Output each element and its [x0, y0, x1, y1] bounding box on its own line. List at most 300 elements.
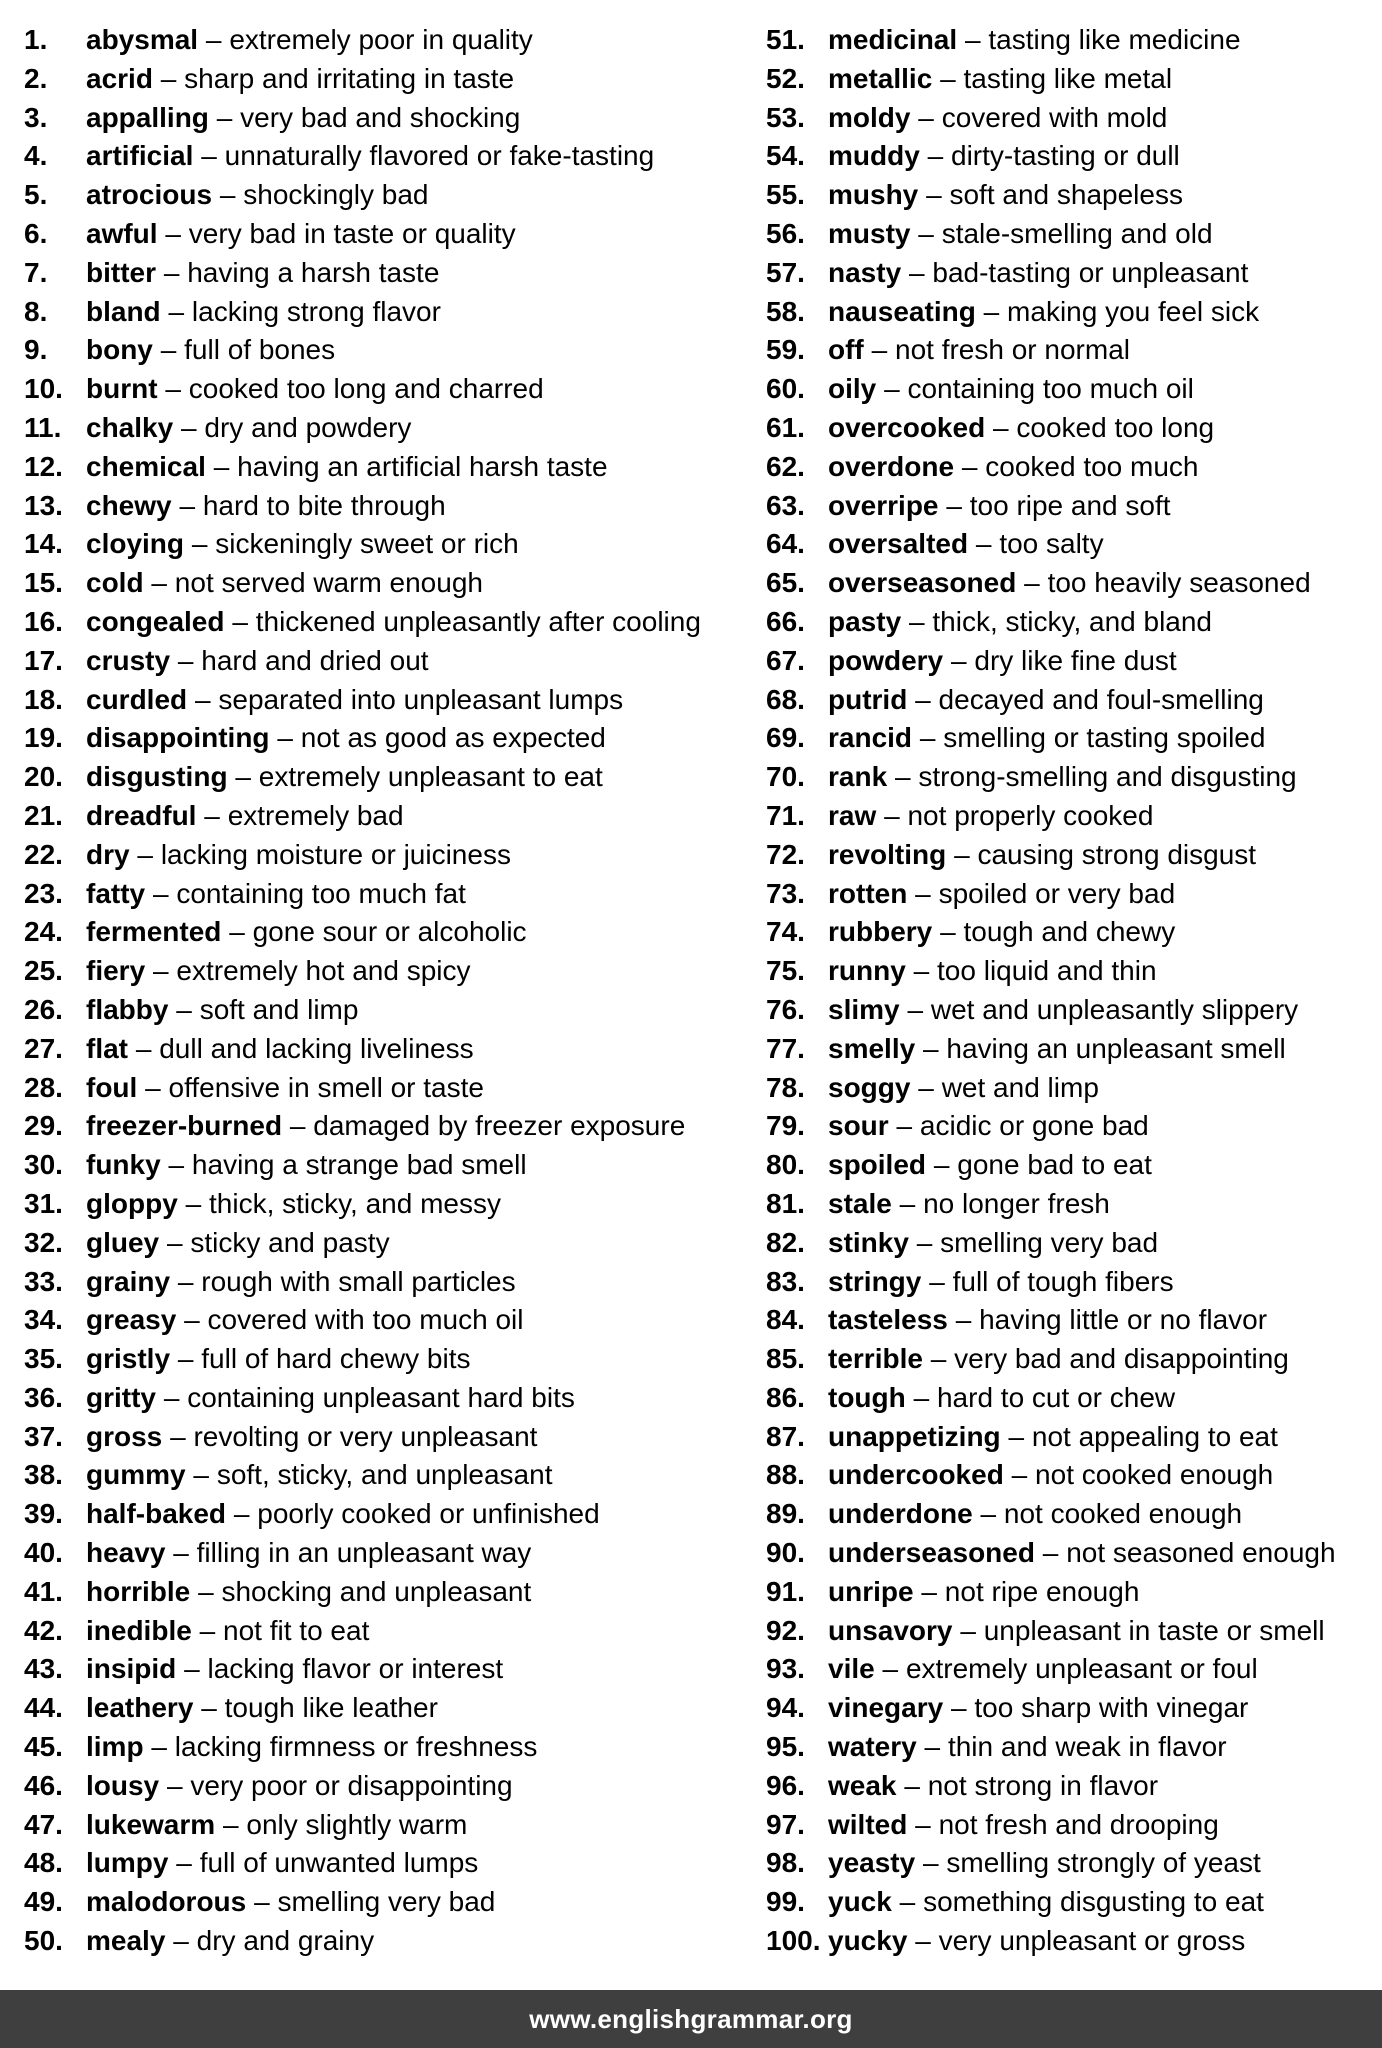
entry-word: congealed	[86, 605, 225, 637]
list-item	[24, 1689, 754, 1728]
entry-number: 8.	[24, 295, 48, 327]
entry-separator: –	[908, 605, 925, 637]
list-item	[766, 1301, 1376, 1340]
entry-number: 74.	[766, 916, 805, 948]
entry-separator: –	[213, 450, 230, 482]
entry-separator: –	[951, 1692, 967, 1724]
entry-word: yuck	[828, 1886, 892, 1918]
entry-separator: –	[924, 1731, 941, 1763]
entry-separator: –	[235, 761, 251, 793]
entry-word: mushy	[828, 179, 919, 211]
entry-definition: sticky and pasty	[190, 1226, 390, 1258]
entry-definition: bad-tasting or unpleasant	[932, 256, 1249, 288]
entry-definition: acidic or gone bad	[919, 1110, 1149, 1142]
entry-definition: tasting like metal	[963, 62, 1173, 94]
entry-word: chemical	[86, 450, 206, 482]
entry-number: 61.	[766, 411, 805, 443]
list-item	[766, 331, 1376, 370]
entry-number: 52.	[766, 62, 805, 94]
entry-separator: –	[205, 24, 222, 55]
list-item	[24, 1844, 754, 1883]
entry-word: dreadful	[86, 799, 197, 831]
entry-word: gristly	[86, 1343, 171, 1375]
list-item	[24, 99, 754, 138]
entry-definition: soft, sticky, and unpleasant	[216, 1459, 553, 1491]
entry-number: 81.	[766, 1187, 805, 1219]
list-item	[24, 1069, 754, 1108]
entry-definition: rough with small particles	[201, 1265, 516, 1297]
entry-definition: cooked too long	[1016, 411, 1215, 443]
entry-separator: –	[1024, 567, 1040, 599]
entry-number: 9.	[24, 334, 48, 366]
entry-number: 60.	[766, 373, 805, 405]
entry-definition: smelling strongly of yeast	[946, 1847, 1261, 1879]
entry-definition: unnaturally flavored or fake-tasting	[224, 140, 655, 172]
entry-number: 79.	[766, 1110, 805, 1142]
list-item	[766, 1340, 1376, 1379]
entry-separator: –	[145, 1071, 161, 1103]
entry-number: 6.	[24, 217, 48, 249]
entry-definition: shockingly bad	[243, 179, 429, 211]
entry-number: 43.	[24, 1653, 63, 1685]
entry-number: 53.	[766, 101, 805, 133]
entry-separator: –	[975, 528, 992, 560]
entry-definition: having little or no flavor	[979, 1304, 1268, 1336]
entry-number: 38.	[24, 1459, 63, 1491]
entry-word: malodorous	[86, 1886, 247, 1918]
entry-number: 72.	[766, 838, 805, 870]
entry-definition: cooked too much	[985, 450, 1199, 482]
list-item	[766, 409, 1376, 448]
list-item	[766, 1806, 1376, 1845]
entry-word: pasty	[828, 605, 902, 637]
entry-separator: –	[219, 179, 236, 211]
entry-separator: –	[913, 1381, 930, 1413]
entry-word: abysmal	[86, 24, 199, 55]
entry-definition: hard and dried out	[201, 644, 429, 676]
entry-number: 63.	[766, 489, 805, 521]
entry-separator: –	[899, 1886, 916, 1918]
entry-number: 89.	[766, 1498, 805, 1530]
entry-separator: –	[160, 62, 177, 94]
entry-number: 65.	[766, 567, 805, 599]
entry-definition: gone sour or alcoholic	[252, 916, 527, 948]
list-item	[24, 719, 754, 758]
entry-separator: –	[163, 1381, 180, 1413]
entry-number: 26.	[24, 993, 63, 1025]
entry-number: 95.	[766, 1731, 805, 1763]
list-item	[24, 642, 754, 681]
entry-word: bitter	[86, 256, 156, 288]
entry-separator: –	[194, 683, 211, 715]
entry-word: inedible	[86, 1614, 192, 1646]
entry-word: overcooked	[828, 411, 986, 443]
list-item	[24, 1883, 754, 1922]
entry-definition: very unpleasant or gross	[938, 1925, 1246, 1957]
entry-separator: –	[198, 1575, 214, 1607]
list-item	[766, 1689, 1376, 1728]
entry-definition: smelling very bad	[940, 1226, 1159, 1258]
entry-definition: hard to bite through	[202, 489, 446, 521]
list-item	[766, 1030, 1376, 1069]
entry-word: terrible	[828, 1343, 923, 1375]
entry-separator: –	[955, 1304, 972, 1336]
list-item	[24, 991, 754, 1030]
list-item	[766, 836, 1376, 875]
entry-word: unappetizing	[828, 1420, 1001, 1452]
entry-separator: –	[884, 799, 900, 831]
entry-definition: not properly cooked	[907, 799, 1154, 831]
entry-separator: –	[160, 334, 177, 366]
entry-definition: not cooked enough	[1035, 1459, 1274, 1491]
entry-definition: unpleasant in taste or smell	[983, 1614, 1325, 1646]
entry-word: slimy	[828, 993, 900, 1025]
entry-word: cloying	[86, 528, 185, 560]
entry-number: 94.	[766, 1692, 805, 1724]
entry-definition: containing too much oil	[907, 373, 1194, 405]
entry-definition: smelling or tasting spoiled	[943, 722, 1266, 754]
entry-definition: tough like leather	[224, 1692, 438, 1724]
entry-definition: thick, sticky, and messy	[209, 1187, 502, 1219]
list-item	[24, 137, 754, 176]
list-item	[24, 370, 754, 409]
entry-number: 73.	[766, 877, 805, 909]
entry-word: rank	[828, 761, 888, 793]
entry-separator: –	[961, 450, 978, 482]
entry-word: underseasoned	[828, 1537, 1035, 1569]
entry-separator: –	[894, 761, 911, 793]
entry-definition: too heavily seasoned	[1047, 567, 1311, 599]
entry-number: 78.	[766, 1071, 805, 1103]
list-item	[766, 1844, 1376, 1883]
entry-number: 7.	[24, 256, 48, 288]
list-item	[24, 1495, 754, 1534]
entry-definition: thin and weak in flavor	[947, 1731, 1227, 1763]
list-item	[766, 1573, 1376, 1612]
entry-separator: –	[940, 62, 956, 94]
entry-separator: –	[916, 1226, 933, 1258]
entry-definition: sharp and irritating in taste	[184, 62, 515, 94]
entry-definition: lacking moisture or juiciness	[160, 838, 511, 870]
entry-word: runny	[828, 955, 906, 987]
entry-number: 75.	[766, 955, 805, 987]
entry-separator: –	[965, 24, 981, 55]
list-item	[24, 603, 754, 642]
entry-definition: not appealing to eat	[1031, 1420, 1278, 1452]
entry-word: dry	[86, 838, 130, 870]
footer-url[interactable]: www.englishgrammar.org	[529, 2003, 853, 2034]
entry-number: 35.	[24, 1343, 63, 1375]
entry-definition: covered with mold	[941, 101, 1168, 133]
entry-number: 10.	[24, 373, 63, 405]
entry-separator: –	[184, 1653, 200, 1685]
entry-definition: full of unwanted lumps	[199, 1847, 479, 1879]
entry-number: 45.	[24, 1731, 63, 1763]
entry-separator: –	[165, 373, 181, 405]
entry-word: foul	[86, 1071, 138, 1103]
entry-number: 55.	[766, 179, 805, 211]
list-item	[766, 603, 1376, 642]
entry-number: 42.	[24, 1614, 63, 1646]
entry-definition: damaged by freezer exposure	[313, 1110, 686, 1142]
entry-definition: not strong in flavor	[927, 1769, 1159, 1801]
entry-definition: lacking flavor or interest	[207, 1653, 504, 1685]
entry-number: 44.	[24, 1692, 63, 1724]
list-item	[766, 1650, 1376, 1689]
entry-separator: –	[179, 489, 196, 521]
entry-number: 36.	[24, 1381, 63, 1413]
entry-number: 98.	[766, 1847, 805, 1879]
entry-word: gloppy	[86, 1187, 178, 1219]
list-item	[24, 176, 754, 215]
entry-separator: –	[882, 1653, 899, 1685]
list-item	[24, 331, 754, 370]
entry-word: soggy	[828, 1071, 911, 1103]
entry-word: sour	[828, 1110, 889, 1142]
entry-number: 86.	[766, 1381, 805, 1413]
list-item	[766, 254, 1376, 293]
entry-definition: covered with too much oil	[207, 1304, 524, 1336]
entry-word: disappointing	[86, 722, 270, 754]
entry-number: 96.	[766, 1769, 805, 1801]
entry-number: 59.	[766, 334, 805, 366]
entry-separator: –	[166, 1226, 183, 1258]
entry-word: putrid	[828, 683, 908, 715]
list-item	[766, 487, 1376, 526]
entry-word: moldy	[828, 101, 911, 133]
list-item	[24, 1107, 754, 1146]
entry-number: 69.	[766, 722, 805, 754]
entry-word: off	[828, 334, 864, 366]
entry-word: overdone	[828, 450, 955, 482]
list-item	[24, 1806, 754, 1845]
entry-separator: –	[137, 838, 153, 870]
entry-definition: shocking and unpleasant	[221, 1575, 532, 1607]
entry-word: underdone	[828, 1498, 973, 1530]
entry-separator: –	[884, 373, 900, 405]
entry-definition: not as good as expected	[300, 722, 606, 754]
entry-definition: lacking firmness or freshness	[174, 1731, 538, 1763]
entry-definition: very poor or disappointing	[190, 1769, 513, 1801]
entry-number: 77.	[766, 1032, 805, 1064]
entry-number: 18.	[24, 683, 63, 715]
list-item	[24, 1922, 754, 1961]
entry-word: stringy	[828, 1265, 922, 1297]
entry-separator: –	[918, 1071, 934, 1103]
entry-separator: –	[191, 528, 208, 560]
entry-definition: not cooked enough	[1003, 1498, 1243, 1530]
entry-separator: –	[1042, 1537, 1059, 1569]
entry-separator: –	[177, 644, 194, 676]
list-item	[24, 409, 754, 448]
entry-separator: –	[254, 1886, 270, 1918]
list-item	[766, 370, 1376, 409]
entry-word: raw	[828, 799, 877, 831]
entry-definition: only slightly warm	[246, 1808, 468, 1840]
entry-separator: –	[170, 1420, 186, 1452]
entry-number: 84.	[766, 1304, 805, 1336]
list-item	[766, 681, 1376, 720]
entry-definition: full of hard chewy bits	[201, 1343, 471, 1375]
entry-separator: –	[950, 644, 967, 676]
list-item	[766, 1767, 1376, 1806]
entry-word: gritty	[86, 1381, 156, 1413]
list-item	[24, 758, 754, 797]
entry-number: 12.	[24, 450, 63, 482]
entry-word: half-baked	[86, 1498, 227, 1530]
entry-definition: very bad in taste or quality	[188, 217, 516, 249]
entry-number: 21.	[24, 799, 63, 831]
entry-separator: –	[135, 1032, 152, 1064]
entry-definition: thickened unpleasantly after cooling	[255, 605, 701, 637]
list-item	[766, 99, 1376, 138]
entry-word: flat	[86, 1032, 128, 1064]
entry-word: rubbery	[828, 916, 933, 948]
entry-word: disgusting	[86, 761, 228, 793]
entry-separator: –	[223, 1808, 239, 1840]
list-item	[24, 1456, 754, 1495]
list-item	[24, 1728, 754, 1767]
entry-word: muddy	[828, 140, 920, 172]
entry-number: 48.	[24, 1847, 63, 1879]
word-list-column-right	[766, 21, 1376, 1961]
entry-word: metallic	[828, 62, 933, 94]
entry-separator: –	[152, 955, 169, 987]
list-item	[766, 448, 1376, 487]
entry-number: 32.	[24, 1226, 63, 1258]
entry-word: lukewarm	[86, 1808, 216, 1840]
entry-definition: having a harsh taste	[187, 256, 440, 288]
list-item	[24, 1418, 754, 1457]
entry-definition: spoiled or very bad	[938, 877, 1176, 909]
entry-separator: –	[151, 1731, 167, 1763]
list-item	[24, 21, 754, 60]
entry-separator: –	[960, 1614, 976, 1646]
entry-separator: –	[933, 1149, 950, 1181]
entry-definition: very bad and disappointing	[954, 1343, 1289, 1375]
entry-separator: –	[915, 683, 931, 715]
entry-number: 2.	[24, 62, 48, 94]
list-item	[24, 952, 754, 991]
entry-separator: –	[1011, 1459, 1028, 1491]
entry-word: powdery	[828, 644, 944, 676]
entry-number: 62.	[766, 450, 805, 482]
list-item	[24, 836, 754, 875]
entry-number: 13.	[24, 489, 63, 521]
list-item	[766, 1107, 1376, 1146]
entry-separator: –	[983, 295, 1000, 327]
entry-number: 91.	[766, 1575, 805, 1607]
entry-number: 47.	[24, 1808, 63, 1840]
entry-definition: dirty-tasting or dull	[951, 140, 1180, 172]
entry-separator: –	[168, 1149, 185, 1181]
entry-separator: –	[165, 217, 181, 249]
entry-number: 1.	[24, 24, 48, 55]
list-item	[766, 719, 1376, 758]
entry-definition: revolting or very unpleasant	[193, 1420, 538, 1452]
entry-definition: poorly cooked or unfinished	[257, 1498, 600, 1530]
list-item	[766, 215, 1376, 254]
entry-word: stale	[828, 1187, 892, 1219]
entry-separator: –	[923, 1847, 939, 1879]
entry-word: grainy	[86, 1265, 171, 1297]
entry-number: 66.	[766, 605, 805, 637]
entry-number: 30.	[24, 1149, 63, 1181]
entry-number: 100.	[766, 1925, 821, 1957]
entry-word: vile	[828, 1653, 875, 1685]
entry-word: atrocious	[86, 179, 213, 211]
entry-word: greasy	[86, 1304, 177, 1336]
entry-separator: –	[915, 1925, 931, 1957]
entry-separator: –	[926, 179, 942, 211]
list-item	[766, 1224, 1376, 1263]
entry-separator: –	[216, 101, 233, 133]
footer-bar	[0, 1990, 1382, 2048]
entry-word: rotten	[828, 877, 908, 909]
entry-definition: filling in an unpleasant way	[196, 1537, 532, 1569]
entry-number: 57.	[766, 256, 805, 288]
entry-definition: soft and limp	[199, 993, 359, 1025]
list-item	[766, 60, 1376, 99]
entry-word: appalling	[86, 101, 209, 133]
list-item	[766, 913, 1376, 952]
entry-word: bony	[86, 334, 153, 366]
entry-definition: tough and chewy	[963, 916, 1176, 948]
entry-word: revolting	[828, 838, 947, 870]
list-item	[766, 21, 1376, 60]
entry-number: 4.	[24, 140, 48, 172]
entry-word: rancid	[828, 722, 913, 754]
entry-number: 80.	[766, 1149, 805, 1181]
entry-word: oily	[828, 373, 877, 405]
word-list-column-left	[24, 21, 754, 1961]
list-item	[24, 1534, 754, 1573]
list-item	[24, 254, 754, 293]
entry-separator: –	[923, 1032, 939, 1064]
list-item	[766, 176, 1376, 215]
entry-separator: –	[899, 1187, 916, 1219]
entry-word: watery	[828, 1731, 917, 1763]
entry-definition: not fresh and drooping	[938, 1808, 1219, 1840]
list-item	[24, 293, 754, 332]
entry-word: undercooked	[828, 1459, 1004, 1491]
list-item	[766, 1069, 1376, 1108]
entry-separator: –	[918, 101, 934, 133]
entry-definition: tasting like medicine	[988, 24, 1241, 55]
list-item	[766, 293, 1376, 332]
entry-number: 23.	[24, 877, 63, 909]
entry-separator: –	[927, 140, 944, 172]
list-item	[766, 1456, 1376, 1495]
entry-separator: –	[1008, 1420, 1025, 1452]
entry-word: yucky	[828, 1925, 908, 1957]
entry-number: 76.	[766, 993, 805, 1025]
entry-separator: –	[168, 295, 185, 327]
entry-definition: having an artificial harsh taste	[237, 450, 608, 482]
entry-definition: dull and lacking liveliness	[159, 1032, 474, 1064]
entry-word: oversalted	[828, 528, 969, 560]
list-item	[766, 1379, 1376, 1418]
entry-separator: –	[896, 1110, 913, 1142]
entry-word: acrid	[86, 62, 153, 94]
list-item	[766, 1185, 1376, 1224]
entry-definition: not served warm enough	[174, 567, 483, 599]
entry-separator: –	[201, 1692, 217, 1724]
entry-separator: –	[151, 567, 167, 599]
entry-definition: causing strong disgust	[977, 838, 1257, 870]
list-item	[24, 1224, 754, 1263]
entry-number: 41.	[24, 1575, 63, 1607]
